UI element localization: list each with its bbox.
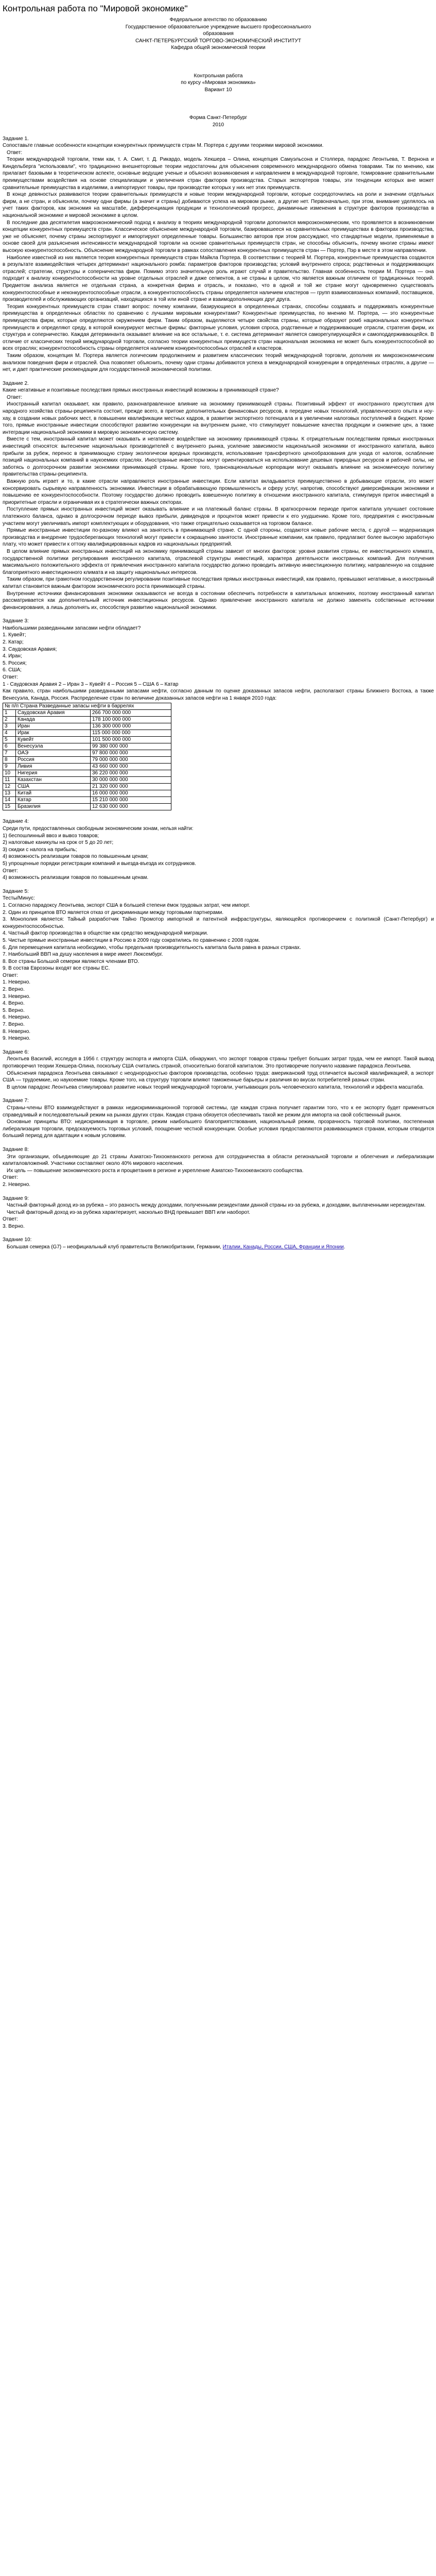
task10-text: Большая семерка (G7) – неофициальный клуб правительств Великобритании, Германии, Италии, Канады, России, США, Франции и Японии.: [7, 1244, 345, 1250]
country-cell: Венесуэла: [16, 743, 91, 750]
task3-heading: Задание 3:: [3, 618, 29, 624]
reserves-cell: 178 100 000 000: [91, 717, 171, 723]
country-cell: ОАЭ: [16, 750, 91, 757]
title-page-line: Федеральное агентство по образованию: [169, 17, 267, 23]
rank-cell: 3: [3, 723, 16, 730]
paragraph: Их цель — повышение экономического роста и процветания в регионе и укрепление Азиатско-Тихоокеанского сообщества.: [7, 1167, 304, 1174]
reserves-cell: 36 220 000 000: [91, 770, 171, 777]
country-cell: Ливия: [16, 764, 91, 770]
task1-answer-text: [3, 156, 434, 373]
title-page-line: Кафедра общей экономической теории: [171, 45, 266, 51]
table-row: [3, 797, 171, 804]
task9-answer: 3. Верно.: [3, 1223, 25, 1229]
reserves-cell: 30 000 000 000: [91, 777, 171, 784]
reserves-cell: 266 700 000 000: [91, 710, 171, 717]
document: [0, 0, 436, 1275]
task5-intro: Тесты/Минус:: [3, 895, 35, 902]
option: 6. Для перемещения капитала необходимо, чтобы предельная производительность капитала была равна в разных странах.: [3, 944, 301, 951]
task8-answer: 2. Неверно.: [3, 1181, 31, 1188]
paragraph: Вместе с тем, иностранный капитал может оказывать и негативное воздействие на экономику принимающей страны. К отрицательным последствиям прямых иностранных инвестиций относятся: вытеснение национальных производителей с внутреннего рынка, усиление зависимости национальной экономики от иностранного капитала, вывоз прибыли за рубеж, перенос в принимающую страну экологически вредных производств, использование трансфертного ценообразования для ухода от налогов, ослабление позиций национальных компаний в наукоемких отраслях. Иностранные инвесторы могут ориентироваться на использование дешевых природных ресурсов и рабочей силы, не заботясь о долгосрочном развитии экономики принимающей страны. Кроме того, транснациональные корпорации могут оказывать влияние на экономическую политику правительства страны-реципиента.: [3, 436, 434, 478]
option: 1. Кувейт;: [3, 632, 26, 638]
option: 6. США;: [3, 667, 22, 673]
title-page-line: [3, 65, 434, 73]
answer-line: 5. Верно.: [3, 1007, 25, 1013]
paragraph: Теория конкурентных преимуществ стран ставит вопрос: почему компании, базирующиеся в определенных странах, способны создавать и поддерживать конкурентные преимущества в определенных областях по сравнению с лучшими мировыми конкурентами? Конкурентные преимущества, по мнению М. Портера, — это конкурентные преимущества фирм, которые определяются окружением фирм. Таким образом, выделяются четыре свойства страны, которые образуют ромб национальных конкурентных преимуществ и определяют среду, в которой конкурируют местные фирмы: факторные условия, условия спроса, родственные и поддерживающие отрасли, стратегия фирм, их структура и соперничество. Каждая детерминанта оказывает влияние на все остальные, т. е. система детерминант является саморегулирующейся и самоподдерживающейся. В отличие от классических теорий международной торговли, согласно теории конкурентных преимуществ стран национальная экономика не может быть конкурентоспособной во всех отраслях; конкурентоспособность страны определяется наличием конкурентоспособных отраслей и кластеров.: [3, 303, 434, 352]
paragraph: В целом парадокс Леонтьева стимулировал развитие новых теорий международной торговли, учитывающих роль человеческого капитала, технологий и эффекта масштаба.: [7, 1084, 424, 1090]
table-row: [3, 743, 171, 750]
reserves-cell: 12 630 000 000: [91, 804, 171, 810]
task6-text: [3, 1056, 434, 1091]
country-cell: Саудовская Аравия: [16, 710, 91, 717]
task1-heading: Задание 1.: [3, 135, 29, 142]
table-row: [3, 730, 171, 737]
title-page-line: по курсу «Мировая экономика»: [181, 80, 256, 86]
reserves-cell: 101 500 000 000: [91, 737, 171, 743]
task3-options: [3, 632, 434, 674]
task7-heading: Задание 7:: [3, 1098, 29, 1104]
task3-answer-label: Ответ:: [3, 674, 19, 681]
reserves-cell: 15 210 000 000: [91, 797, 171, 804]
task7-text: [3, 1105, 434, 1140]
title-page-line: Вариант 10: [204, 87, 232, 93]
title-page-line: Контрольная работа: [194, 73, 243, 79]
answer-line: 3. Неверно.: [3, 993, 31, 999]
option: 2. Катар;: [3, 639, 24, 646]
reserves-cell: 97 800 000 000: [91, 750, 171, 757]
paragraph: В последние два десятилетия макроэкономический подход к анализу в теориях международной торговли дополнился микроэкономическим, что проявляется в возникновении концепции конкурентных преимуществ стран. Классическое объяснение международной торговли, базировавшееся на сравнительных преимуществах в факторах производства, уже не объясняет, почему страны экспортируют и импортируют определенные товары. Большинство авторов при этом рассуждают, что стандартные модели, применяемые в основе своей для разъяснения интенсивности международной торговли на основе сравнительных преимуществ стран, не способны объяснить, почему многие страны имеют высокую конкурентоспособность. Объяснение международной торговли в рамках сопоставления конкурентных преимуществ стран — Портер, Пэр в месте в этом направлении.: [3, 219, 434, 253]
title-page-line: 2010: [212, 122, 224, 128]
table-row: [3, 757, 171, 764]
table-row: [3, 710, 171, 717]
task9-text: [3, 1202, 434, 1216]
reserves-cell: 79 000 000 000: [91, 757, 171, 764]
table-row: [3, 784, 171, 790]
answer-line: 1. Неверно.: [3, 979, 31, 986]
option: 2. Один из принципов ВТО является отказ от дискриминации между торговыми партнерами.: [3, 909, 224, 916]
answer-line: 7. Верно.: [3, 1022, 25, 1028]
title-page-line: [3, 100, 434, 108]
country-cell: Китай: [16, 790, 91, 797]
task5-heading: Задание 5:: [3, 888, 29, 894]
rank-cell: 10: [3, 770, 16, 777]
task4-heading: Задание 4:: [3, 819, 29, 825]
rank-cell: 12: [3, 784, 16, 790]
table-row: [3, 723, 171, 730]
country-cell: Бразилия: [16, 804, 91, 810]
paragraph: Таким образом, концепция М. Портера является логическим продолжением и развитием классических теорий международной торговли, дополняя их микроэкономическим анализом поведения фирм и отраслей. Она позволяет объяснить, почему одни страны добиваются успеха в международной конкуренции в определенных отраслях, а другие — нет, и дает практические рекомендации для государственной экономической политики.: [3, 352, 434, 373]
title-page-line: [3, 108, 434, 115]
oil-reserves-table-header: № п/п Страна Разведанные запасы нефти в баррелях: [3, 703, 171, 710]
paragraph: Частный факторный доход из-за рубежа – это разность между доходами, полученными резидентами данной страны из-за рубежа, и доходами, выплаченными нерезидентам.: [7, 1202, 426, 1209]
paragraph: Важную роль играет и то, в какие отрасли направляются иностранные инвестиции. Если капитал вкладывается преимущественно в добывающие отрасли, это может консервировать сырьевую направленность экономики. Инвестиции в обрабатывающую промышленность и сферу услуг, напротив, способствуют диверсификации экономики и повышению ее конкурентоспособности. Поэтому государство должно проводить взвешенную политику в отношении иностранного капитала, стимулируя приток инвестиций в приоритетные отрасли и ограничивая их в стратегически важных секторах.: [3, 479, 434, 505]
title-page-block: [3, 16, 434, 129]
answer-line: 2. Верно.: [3, 987, 25, 993]
task1-question: Сопоставьте главные особенности концепции конкурентных преимуществ стран М. Портера с другими теориями мировой экономики.: [3, 143, 324, 149]
paragraph: Объяснения парадокса Леонтьева связывают с неоднородностью факторов производства, особенно труда: американский труд отличается высокой квалификацией, а экспорт США — трудоемкие, но наукоемкие товары. Кроме того, на структуру торговли влияют таможенные барьеры и различия во вкусах потребителей разных стран.: [3, 1070, 434, 1083]
option: 8. Все страны Большой семерки являются членами ВТО.: [3, 958, 139, 964]
rank-cell: 9: [3, 764, 16, 770]
paragraph: Поступление прямых иностранных инвестиций может оказывать влияние и на платежный баланс страны. В краткосрочном периоде приток капитала улучшает состояние платежного баланса, однако в долгосрочном периоде вывоз прибыли, дивидендов и процентов может привести к его ухудшению. Кроме того, предприятия с иностранным участием могут увеличивать импорт комплектующих и оборудования, что также отрицательно сказывается на торговом балансе.: [3, 506, 434, 527]
title-page-line: [3, 59, 434, 66]
paragraph: Чистый факторный доход из-за рубежа характеризует, насколько ВНД превышает ВВП или наоборот.: [7, 1209, 251, 1215]
country-cell: Иран: [16, 723, 91, 730]
title-page-line: [3, 94, 434, 101]
rank-cell: 8: [3, 757, 16, 764]
task3-explanation: Как правило, стран наибольшими разведанными запасами нефти, согласно данным по оценке доказанных запасов нефти, располагают страны Ближнего Востока, а также Венесуэла, Канада, Россия. Распределение стран по величине доказанных запасов нефти на 1 января 2010 года:: [3, 688, 434, 701]
paragraph: Внутренние источники финансирования экономики оказываются не всегда в состоянии обеспечить потребности в капитальных вложениях, поэтому иностранный капитал рассматривается как дополнительный источник инвестиционных ресурсов. Однако привлечение иностранного капитала не должно заменять собственные источники финансирования, а лишь дополнять их, способствуя развитию национальной экономики.: [3, 590, 434, 611]
task5-options: [3, 902, 434, 972]
option: 4. Иран;: [3, 653, 22, 659]
oil-reserves-table: [3, 703, 171, 810]
paragraph: Эти организации, объединяющие до 21 страны Азиатско-Тихоокеанского региона для сотрудничества в области региональной торговли и облегчения и либерализации капиталовложений. Участники составляют около 40% мирового населения.: [3, 1154, 434, 1167]
task4-answer-label: Ответ:: [3, 868, 19, 874]
table-row: [3, 717, 171, 723]
table-row: [3, 804, 171, 810]
task5-answer-label: Ответ:: [3, 972, 19, 978]
title-page-line: САНКТ-ПЕТЕРБУРГСКИЙ ТОРГОВО-ЭКОНОМИЧЕСКИЙ ИНСТИТУТ: [135, 38, 302, 44]
task2-answer-label: Ответ:: [7, 394, 23, 400]
task6-heading: Задание 6:: [3, 1049, 29, 1055]
option: 5. Россия;: [3, 660, 27, 666]
paragraph: Леонтьев Василий, исследуя в 1956 г. структуру экспорта и импорта США, обнаружил, что экспорт товаров страны требует больших затрат труда, чем ее импорт. Такой вывод противоречил теории Хекшера-Олина, поскольку США считались страной, относительно богатой капиталом. Это противоречие получило название парадокса Леонтьева.: [3, 1056, 434, 1069]
task8-answer-label: Ответ:: [3, 1175, 19, 1181]
answer-line: 8. Неверно.: [3, 1028, 31, 1035]
country-cell: Нигерия: [16, 770, 91, 777]
paragraph: Прямые иностранные инвестиции по-разному влияют на занятость в принимающей стране. С одной стороны, создаются новые рабочие места, с другой — модернизация производства и внедрение трудосберегающих технологий могут привести к сокращению занятости. Иностранные компании, как правило, предлагают более высокую заработную плату, что может привести к оттоку квалифицированных кадров из национальных предприятий.: [3, 528, 434, 548]
task3-answer: 1 - Саудовская Аравия 2 – Иран 3 – Кувейт 4 – Россия 5 – США 6 – Катар: [3, 681, 179, 687]
reserves-cell: 136 300 000 000: [91, 723, 171, 730]
rank-cell: 4: [3, 730, 16, 737]
title-page-line: Государственное образовательное учреждение высшего профессионального: [125, 24, 311, 30]
task4-answer: 4) возможность реализации товаров по повышенным ценам.: [3, 875, 149, 881]
task2-answer-text: [3, 401, 434, 611]
country-cell: Канада: [16, 717, 91, 723]
reserves-cell: 21 320 000 000: [91, 784, 171, 790]
title-page-line: Форма Санкт-Петербург: [189, 115, 248, 121]
option: 4. Частный фактор производства в обществе как средство международной миграции.: [3, 930, 208, 937]
paragraph: В конце девяностых развиваются теории сравнительных преимуществ и новые теории международной торговли, которые сосредоточились на роли и значении отдельных фирм, а не стран, и объясняли, почему одни фирмы (а значит и страны) добиваются успеха на мировом рынке, а другие нет. Первоначально, при этом, внимание уделялось на учет таких факторов, как экономия на масштабе, дифференциация продукции и технологический прогресс, динамичные изменения в структуре факторов производства в национальной экономике и мировой экономике в целом.: [3, 192, 434, 219]
task4-question: Среди пути, предоставленных свободным экономическим зонам, нельзя найти:: [3, 826, 194, 832]
option: 5. Чистые прямые иностранные инвестиции в Россию в 2009 году сократились по сравнению с 2008 годом.: [3, 937, 260, 943]
country-cell: Россия: [16, 757, 91, 764]
task9-answer-label: Ответ:: [3, 1216, 19, 1223]
task8-text: [3, 1154, 434, 1175]
reserves-cell: 16 000 000 000: [91, 790, 171, 797]
table-row: [3, 770, 171, 777]
option: 1. Согласно парадоксу Леонтьева, экспорт США в большей степени ёмок трудовых затрат, чем импорт.: [3, 902, 250, 908]
option: 9. В состав Еврозоны входят все страны ЕС.: [3, 965, 110, 972]
title-page-line: [3, 52, 434, 59]
option: 4) возможность реализации товаров по повышенным ценам;: [3, 854, 149, 860]
table-row: [3, 737, 171, 743]
rank-cell: 7: [3, 750, 16, 757]
paragraph: В целом влияние прямых иностранных инвестиций на экономику принимающей страны зависит от многих факторов: уровня развития страны, ее инвестиционного климата, государственной политики регулирования иностранного капитала, отраслевой структуры инвестиций, характера деятельности иностранных компаний. Для получения максимального положительного эффекта от привлечения иностранного капитала государство должно проводить активную инвестиционную политику, направленную на создание благоприятного инвестиционного климата и на защиту национальных интересов.: [3, 548, 434, 575]
table-row: [3, 790, 171, 797]
option: 3. Саудовская Аравия;: [3, 646, 57, 652]
rank-cell: 5: [3, 737, 16, 743]
paragraph: Иностранный капитал оказывает, как правило, разнонаправленное влияние на экономику принимающей страны. Позитивный эффект от иностранного присутствия для народного хозяйства страны-реципиента состоит, прежде всего, в притоке дополнительных финансовых ресурсов, в передаче новых технологий, управленческого опыта и ноу-хау, в создании новых рабочих мест, в повышении квалификации местных кадров, в развитии экспортного потенциала и в увеличении налоговых поступлений в бюджет. Кроме того, прямые иностранные инвестиции способствуют развитию конкуренции на внутреннем рынке, что стимулирует повышение качества продукции и снижение цен, а также интеграции национальной экономики в мировую экономическую систему.: [3, 401, 434, 435]
task8-heading: Задание 8:: [3, 1146, 29, 1153]
rank-cell: 1: [3, 710, 16, 717]
table-row: [3, 750, 171, 757]
document-title: Контрольная работа по "Мировой экономике": [3, 4, 188, 13]
g7-countries-link[interactable]: Италии, Канады, России, США, Франции и Японии: [222, 1244, 344, 1250]
country-cell: Кувейт: [16, 737, 91, 743]
title-page-line: образования: [203, 31, 234, 37]
rank-cell: 11: [3, 777, 16, 784]
paragraph: Основные принципы ВТО: недискриминация в торговле, режим наибольшего благоприятствования, национальный режим, прозрачность торговой политики, постепенная либерализация торговли, предсказуемость торговых условий, поощрение честной конкуренции. Особые условия предоставляются развивающимся странам, которым отводится больший период для адаптации к новым условиям.: [3, 1119, 434, 1139]
country-cell: Ирак: [16, 730, 91, 737]
table-row: [3, 764, 171, 770]
country-cell: Катар: [16, 797, 91, 804]
table-row: [3, 777, 171, 784]
rank-cell: 15: [3, 804, 16, 810]
task1-answer-label: Ответ:: [7, 149, 23, 156]
reserves-cell: 115 000 000 000: [91, 730, 171, 737]
paragraph: Наиболее известной из них является теория конкурентных преимуществ стран Майкла Портера. В соответствии с теорией М. Портера, конкурентные преимущества создаются в результате взаимодействия четырех детерминант национального ромба: параметров факторов производства; условий внутреннего спроса; родственных и поддерживающих отраслей; стратегии, структуры и соперничества фирм. Помимо этого значительную роль играют случай и правительство. Главная особенность теории М. Портера — она подходит к анализу конкурентоспособности на уровне отдельных отраслей и даже сегментов, а не страны в целом, что является важным отличием от традиционных теорий. Предметом анализа является не отдельная страна, а конкретная фирма и отрасль, и показано, что в одной и той же стране могут одновременно существовать конкурентоспособные и неконкурентоспособные отрасли, а конкурентоспособность страны определяется наличием кластеров — групп взаимосвязанных компаний, поставщиков, производителей и обслуживающих организаций, находящихся в той или иной стране и взаимодополняющих друг друга.: [3, 255, 434, 303]
reserves-cell: 99 380 000 000: [91, 743, 171, 750]
rank-cell: 13: [3, 790, 16, 797]
task3-intro: Наибольшими разведанными запасами нефти обладает?: [3, 625, 141, 631]
paragraph: Теории международной торговли, теми как, т. А. Смит, т. Д. Рикардо, модель Хекшера – Олина, концепция Самуэльсона и Столпера, парадокс Леонтьева, Т. Вернона и Киндельберга "использовали", что традиционно внешнеторговые теории недостаточны для объяснения современного международного обмена товарами. Так по мнению, как прилагает базовыми в теоретическом аспекте, основные ведущие ученые и объяснял возникновения и направлением в международной торговле, тсмирование сравнительными преимуществами воздействия на основе специализации и увеличения стран факторов производства. Старых экспортеров товары, эти тенденции которых вне может сравнительные преимущества в изделиями, а импортируют товары, при производстве которых у них нет этих преимуществ.: [3, 157, 434, 191]
rank-cell: 2: [3, 717, 16, 723]
paragraph: Страны-члены ВТО взаимодействуют в рамках недискриминационной торговой системы, где каждая страна получает гарантии того, что к ее экспорту будет применяться справедливый и последовательный режим на рынках других стран. Каждая страна обязуется обеспечивать такой же режим для импорта на свой собственный рынок.: [3, 1105, 434, 1118]
option: 7. Наибольший ВВП на душу населения в мире имеет Люксембург.: [3, 952, 163, 958]
rank-cell: 14: [3, 797, 16, 804]
task2-heading: Задание 2.: [3, 380, 29, 386]
option: 3. Монополия является: Тайный разработчик Тайно Промотор импортной и патентной инфраструктуры, являющейся противоречием с политикой (Санкт-Петербург) и конкурентоспособностью.: [3, 917, 434, 929]
paragraph: Таким образом, при грамотном государственном регулировании позитивные последствия прямых иностранных инвестиций, как правило, превышают негативные, а иностранный капитал становится важным фактором экономического роста принимающей страны.: [3, 577, 434, 589]
task10-heading: Задание 10:: [3, 1237, 32, 1243]
answer-line: 9. Неверно.: [3, 1036, 31, 1042]
task2-question: Какие негативные и позитивные последствия прямых иностранных инвестиций возможны в принимающей стране?: [3, 387, 279, 394]
country-cell: Казахстан: [16, 777, 91, 784]
rank-cell: 6: [3, 743, 16, 750]
answer-line: 6. Неверно.: [3, 1014, 31, 1021]
option: 1) беспошлинный ввоз и вывоз товаров;: [3, 833, 99, 839]
reserves-cell: 43 660 000 000: [91, 764, 171, 770]
answer-line: 4. Верно.: [3, 1001, 25, 1007]
option: 2) налоговые каникулы на срок от 5 до 20 лет;: [3, 840, 114, 846]
option: 3) скидки с налога на прибыль;: [3, 846, 77, 853]
task9-heading: Задание 9:: [3, 1195, 29, 1201]
task5-answers: [3, 979, 434, 1042]
task4-options: [3, 833, 434, 868]
option: 5) упрощенные порядки регистрации компаний и выезда-въезда их сотрудников.: [3, 860, 196, 867]
country-cell: США: [16, 784, 91, 790]
